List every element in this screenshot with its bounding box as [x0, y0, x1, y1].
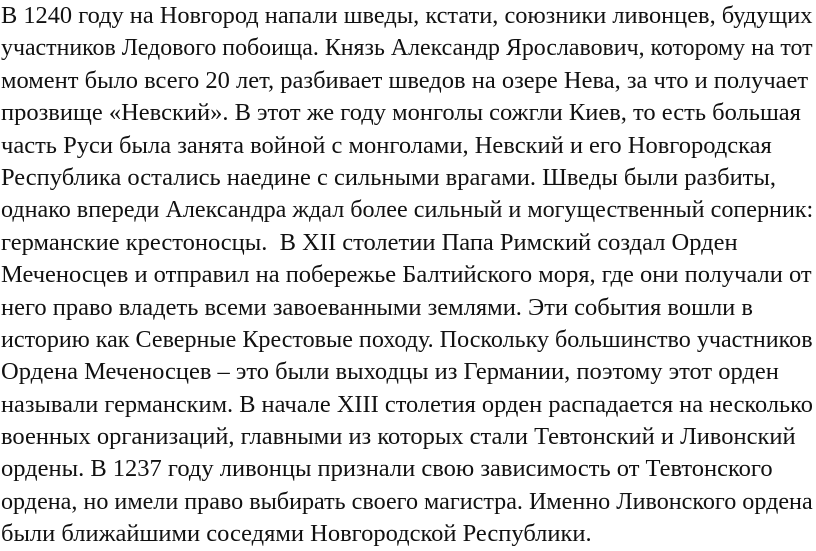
paragraph-line: историю как Северные Крестовые походу. Поскольку большинство участников — [1, 325, 813, 353]
paragraph-line: ордена, но имели право выбирать своего магистра. Именно Ливонского ордена — [1, 487, 813, 515]
paragraph-line: участников Ледового побоища. Князь Александр Ярославович, которому на тот — [1, 34, 813, 62]
paragraph-line: него право владеть всеми завоеванными землями. Эти события вошли в — [1, 293, 753, 321]
paragraph-line: прозвище «Невский». В этот же году монголы сожгли Киев, то есть большая — [1, 99, 801, 127]
paragraph-line: однако впереди Александра ждал более сильный и могущественный соперник: — [1, 196, 814, 224]
paragraph-line: называли германским. В начале XIII столетия орден распадается на несколько — [1, 390, 813, 418]
paragraph-line: момент было всего 20 лет, разбивает шведов на озере Нева, за что и получает — [1, 66, 809, 94]
paragraph-line: часть Руси была занята войной с монголами, Невский и его Новгородская — [1, 131, 772, 159]
paragraph-line: ордены. В 1237 году ливонцы признали свою зависимость от Тевтонского — [1, 455, 773, 483]
paragraph-line: германские крестоносцы. В XII столетии Папа Римский создал Орден — [1, 228, 738, 256]
paragraph-line: Республика остались наедине с сильными врагами. Шведы были разбиты, — [1, 163, 776, 191]
paragraph-line: Меченосцев и отправил на побережье Балтийского моря, где они получали от — [1, 261, 812, 289]
paragraph-line: В 1240 году на Новгород напали шведы, кстати, союзники ливонцев, будущих — [1, 2, 813, 29]
paragraph-line: были ближайшими соседями Новгородской Республики. — [1, 520, 592, 548]
paragraph — [1, 0, 813, 551]
paragraph-line: Ордена Меченосцев – это были выходцы из Германии, поэтому этот орден — [1, 358, 779, 386]
paragraph-line: военных организаций, главными из которых стали Тевтонский и Ливонский — [1, 423, 796, 451]
